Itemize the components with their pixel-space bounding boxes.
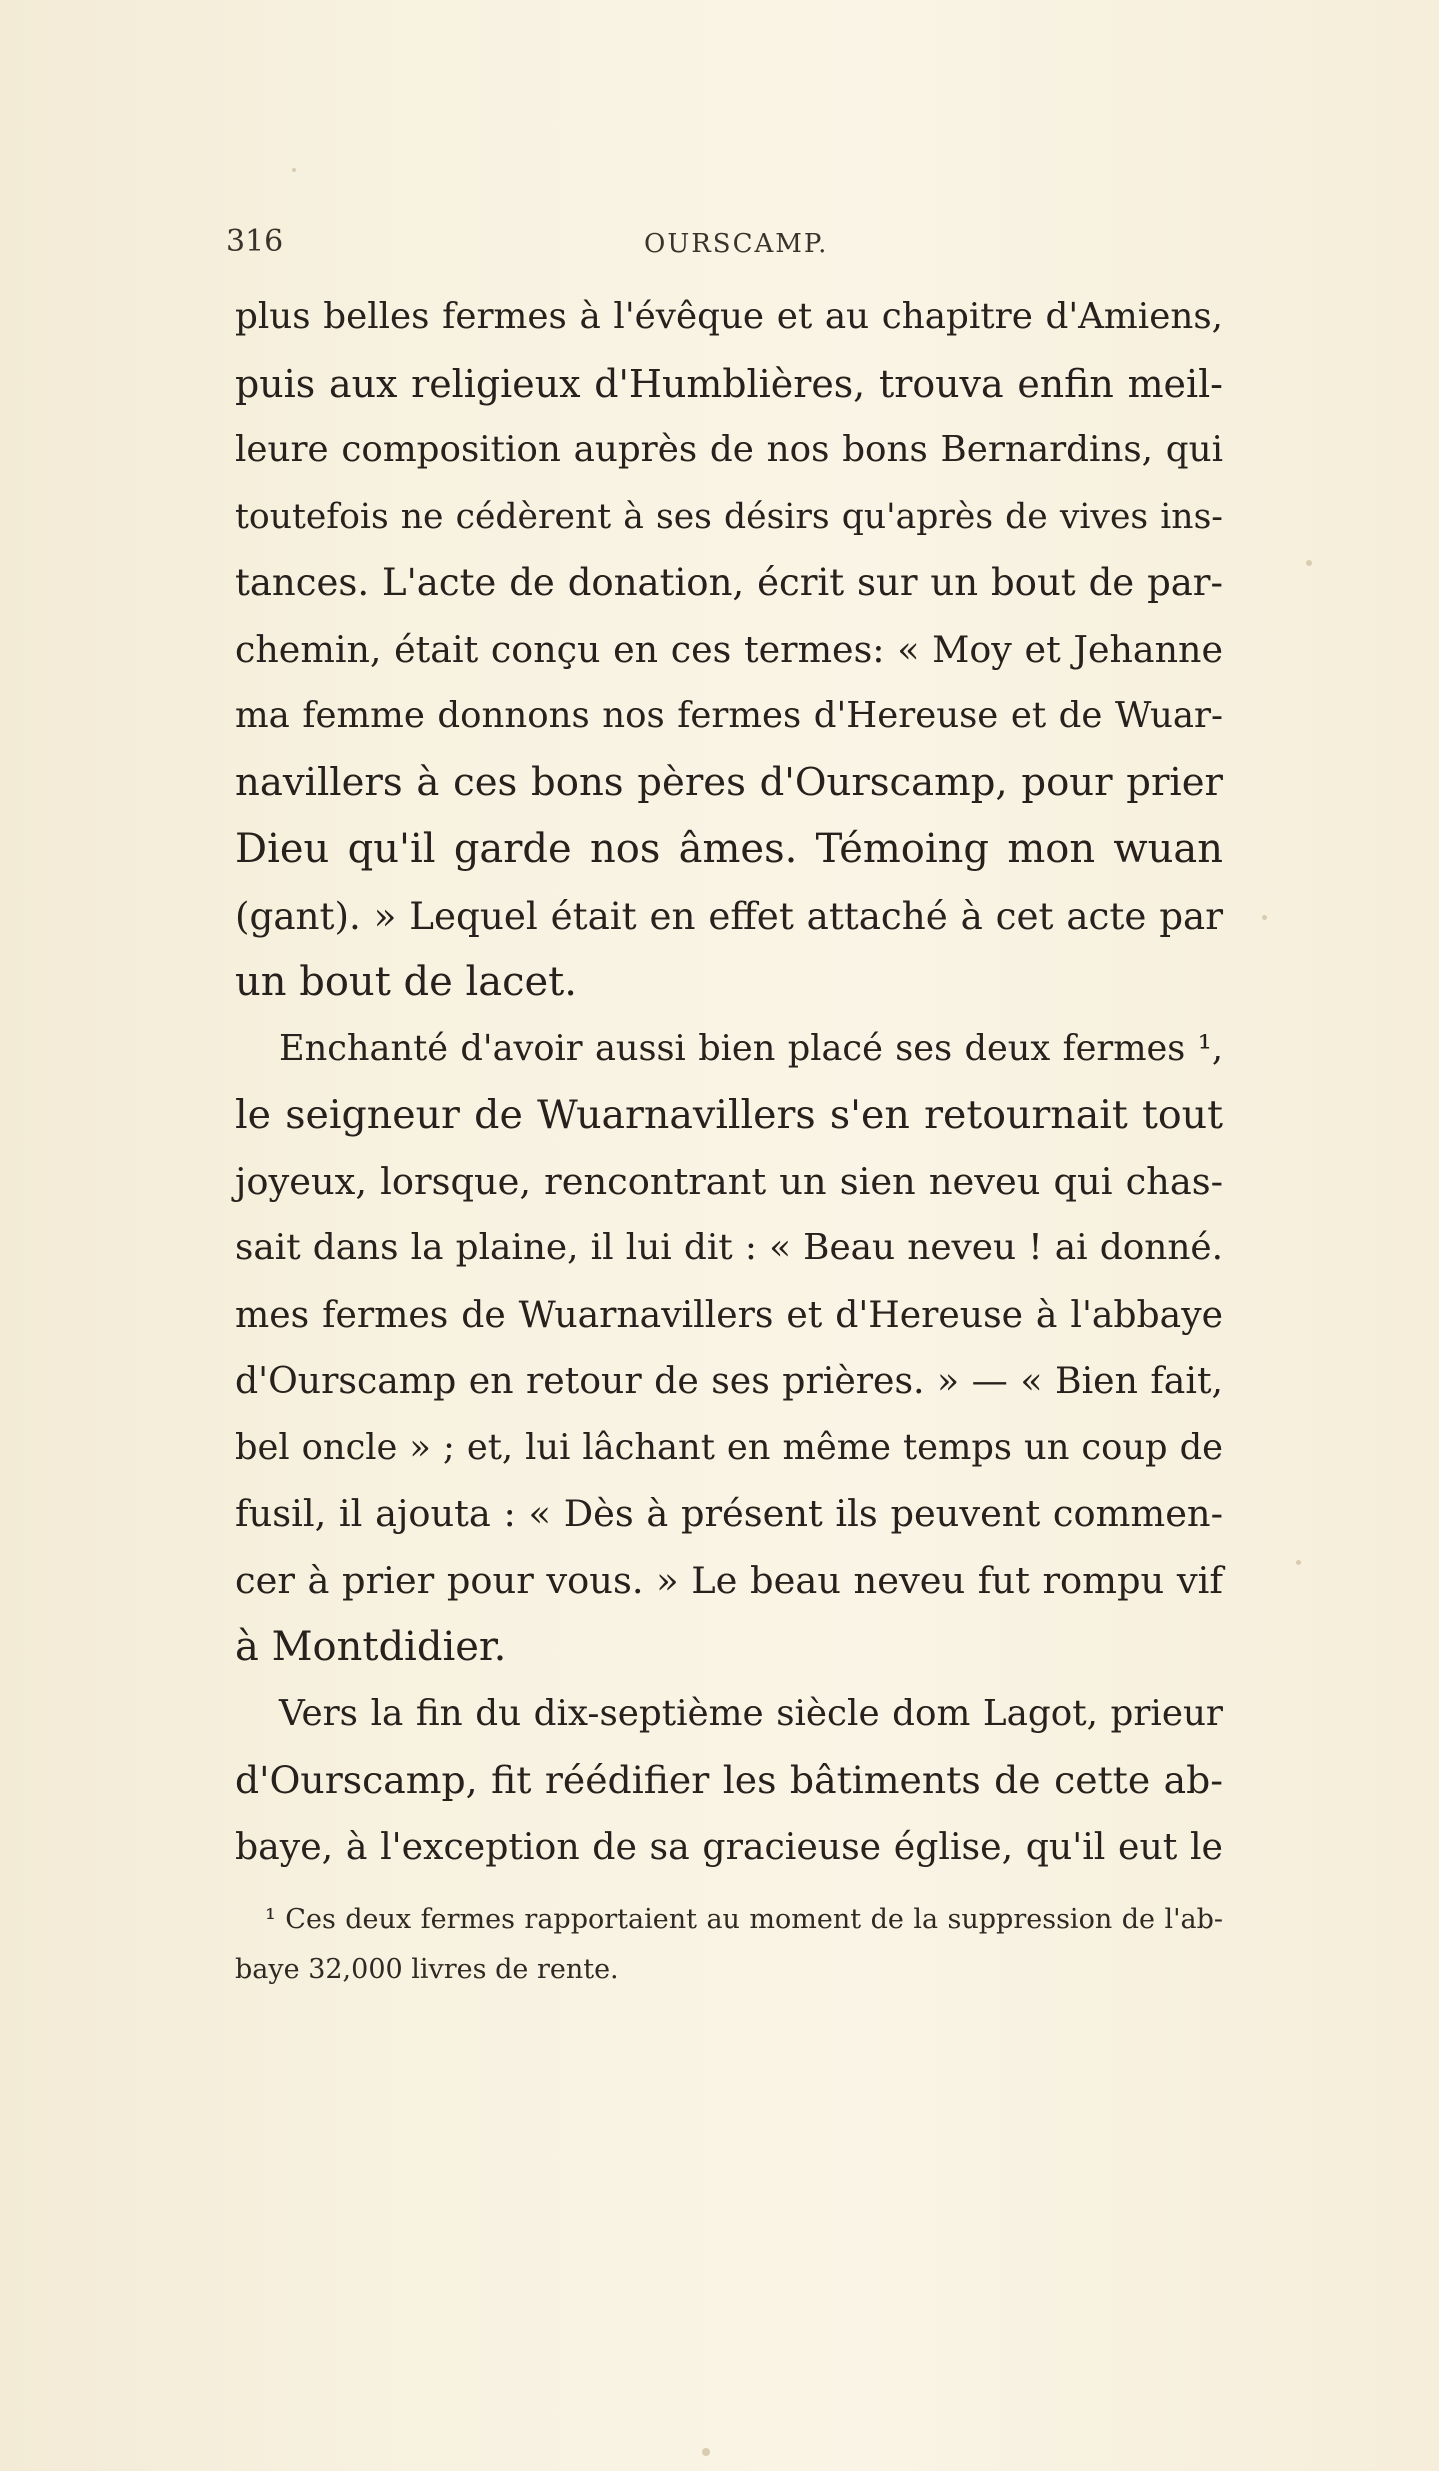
text-line: cer à prier pour vous. » Le beau neveu fut rompu vif (235, 1558, 1223, 1602)
text-line: le seigneur de Wuarnavillers s'en retournait tout (235, 1092, 1223, 1138)
text-line: un bout de lacet. (235, 959, 577, 1005)
text-line: (gant). » Lequel était en effet attaché à cet acte par (235, 893, 1223, 938)
text-line: mes fermes de Wuarnavillers et d'Hereuse à l'abbaye (235, 1292, 1223, 1336)
text-line: navillers à ces bons pères d'Ourscamp, pour prier (235, 759, 1223, 805)
paper-speck (702, 2448, 710, 2456)
text-line: chemin, était conçu en ces termes: « Moy et Jehanne (235, 627, 1223, 671)
footnote-line: baye 32,000 livres de rente. (235, 1954, 619, 1985)
text-line: d'Ourscamp en retour de ses prières. » — « Bien fait, (235, 1359, 1223, 1402)
body-text (235, 284, 1223, 1880)
text-line: plus belles fermes à l'évêque et au chapitre d'Amiens, (235, 296, 1223, 337)
footnotes (235, 1895, 1223, 1995)
paper-speck (292, 168, 296, 172)
page-number: 316 (226, 224, 284, 259)
text-line: Enchanté d'avoir aussi bien placé ses deux fermes ¹, (279, 1027, 1223, 1069)
text-line: leure composition auprès de nos bons Bernardins, qui (235, 429, 1223, 470)
text-line: toutefois ne cédèrent à ses désirs qu'après de vives ins- (235, 496, 1223, 537)
text-line: à Montdidier. (235, 1624, 507, 1670)
text-line: sait dans la plaine, il lui dit : « Beau neveu ! ai donné. (235, 1227, 1223, 1268)
text-line: fusil, il ajouta : « Dès à présent ils peuvent commen- (235, 1492, 1223, 1535)
running-title: OURSCAMP. (644, 229, 829, 259)
text-line: baye, à l'exception de sa gracieuse église, qu'il eut le (235, 1824, 1223, 1868)
text-line: Vers la fin du dix-septième siècle dom Lagot, prieur (279, 1692, 1223, 1734)
page-header (226, 222, 1226, 262)
text-line: tances. L'acte de donation, écrit sur un bout de par- (235, 561, 1223, 604)
paper-speck (1262, 915, 1267, 920)
text-line: puis aux religieux d'Humblières, trouva enfin meil- (235, 361, 1223, 406)
paper-speck (1306, 560, 1312, 566)
footnote-line: ¹ Ces deux fermes rapportaient au moment de la suppression de l'ab- (265, 1904, 1223, 1935)
paper-speck (1296, 1560, 1301, 1565)
text-line: ma femme donnons nos fermes d'Hereuse et de Wuar- (235, 695, 1223, 736)
text-line: d'Ourscamp, fit réédifier les bâtiments de cette ab- (235, 1758, 1223, 1802)
text-line: bel oncle » ; et, lui lâchant en même temps un coup de (235, 1426, 1223, 1468)
text-line: joyeux, lorsque, rencontrant un sien neveu qui chas- (235, 1159, 1223, 1203)
text-line: Dieu qu'il garde nos âmes. Témoing mon wuan (235, 826, 1223, 872)
